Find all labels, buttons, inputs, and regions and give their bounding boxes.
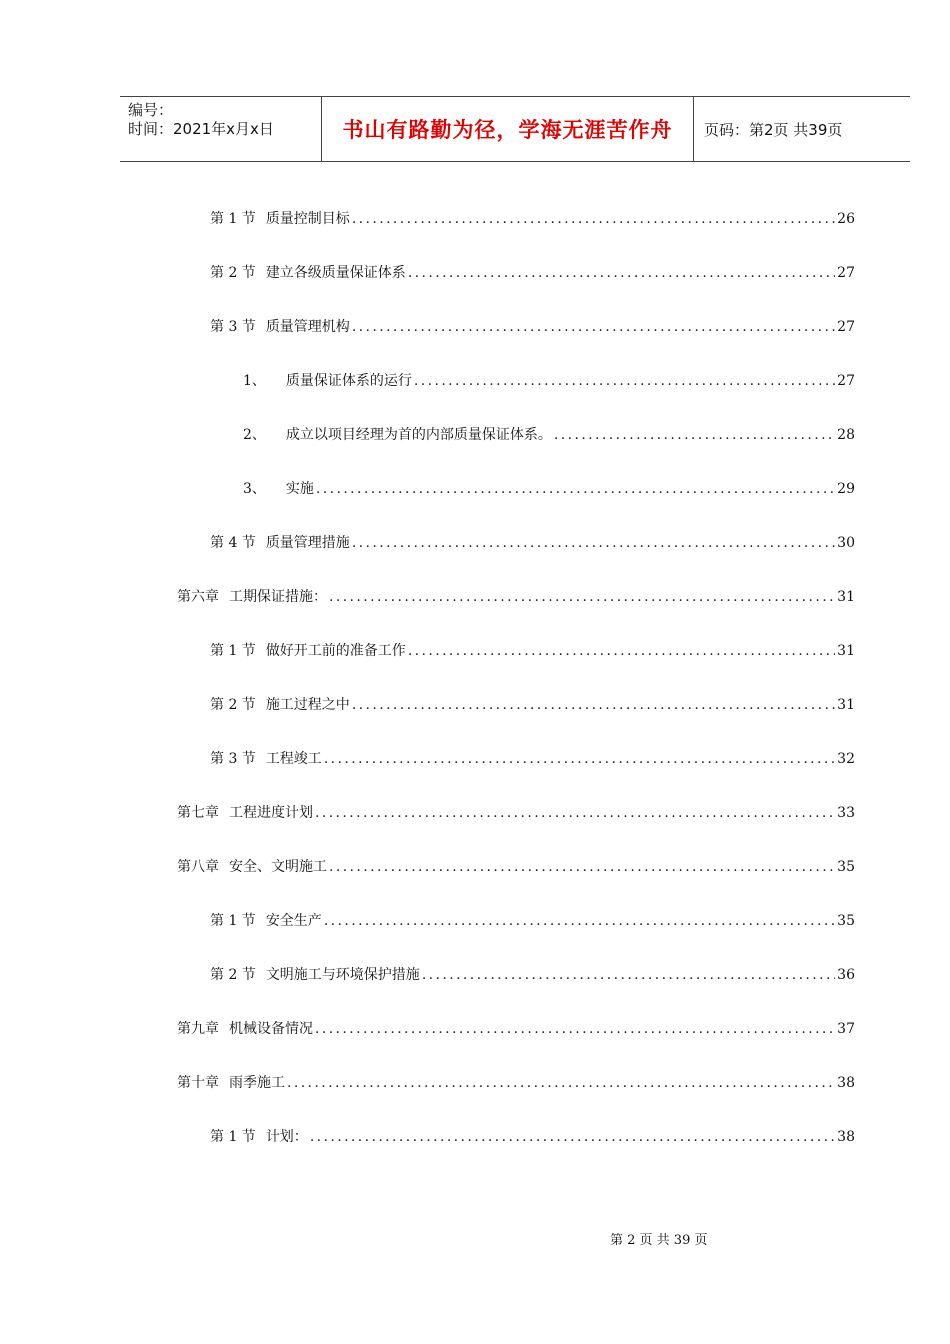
toc-entry-number: 第 1 节: [210, 913, 256, 929]
toc-entry[interactable]: [210, 317, 855, 337]
toc-leader-dots: [287, 1073, 835, 1093]
footer-page-number: 第 2 页 共 39 页: [610, 1233, 708, 1248]
toc-entry-page: 32: [837, 751, 855, 767]
toc-leader-dots: [352, 209, 835, 229]
toc-entry[interactable]: [177, 803, 855, 823]
toc-entry-number: 第七章: [177, 805, 219, 821]
toc-entry-page: 28: [837, 427, 855, 443]
toc-entry-title: 计划：: [265, 1129, 308, 1145]
toc-entry[interactable]: [177, 1073, 855, 1093]
toc-entry-page: 31: [837, 643, 855, 659]
toc-entry-title: 质量保证体系的运行: [285, 373, 412, 389]
toc-entry-page: 27: [837, 373, 855, 389]
toc-entry-page: 36: [837, 967, 855, 983]
toc-leader-dots: [329, 587, 835, 607]
toc-leader-dots: [352, 317, 835, 337]
toc-entry-number: 第 1 节: [210, 643, 256, 659]
toc-entry-page: 35: [837, 859, 855, 875]
toc-entry[interactable]: [210, 911, 855, 931]
toc-entry-title: 建立各级质量保证体系: [265, 265, 406, 281]
toc-entry[interactable]: [243, 371, 855, 391]
toc-entry-page: 29: [837, 481, 855, 497]
toc-entry-title: 工期保证措施：: [229, 589, 327, 605]
toc-entry-number: 第 2 节: [210, 697, 256, 713]
toc-entry[interactable]: [210, 695, 855, 715]
toc-leader-dots: [408, 641, 835, 661]
toc-entry-number: 第 1 节: [210, 1129, 256, 1145]
toc-leader-dots: [329, 857, 835, 877]
toc-entry[interactable]: [210, 965, 855, 985]
toc-entry[interactable]: [210, 1127, 855, 1147]
toc-leader-dots: [324, 749, 835, 769]
toc-leader-dots: [310, 1127, 835, 1147]
toc-leader-dots: [414, 371, 835, 391]
toc-entry-number: 第 1 节: [210, 211, 256, 227]
toc-leader-dots: [315, 803, 835, 823]
toc-entry[interactable]: [210, 209, 855, 229]
toc-entry-number: 第六章: [177, 589, 219, 605]
toc-leader-dots: [352, 533, 835, 553]
toc-entry-title: 实施: [285, 481, 314, 497]
toc-entry-number: 第 2 节: [210, 967, 256, 983]
toc-entry-page: 37: [837, 1021, 855, 1037]
toc-entry-title: 成立以项目经理为首的内部质量保证体系。: [285, 427, 552, 443]
toc-entry-number: 第 3 节: [210, 751, 256, 767]
toc-entry-number: 第十章: [177, 1075, 219, 1091]
toc-entry[interactable]: [243, 479, 855, 499]
toc-entry-page: 26: [837, 211, 855, 227]
toc-entry-number: 第八章: [177, 859, 219, 875]
toc-entry-page: 31: [837, 589, 855, 605]
toc-entry-title: 机械设备情况: [229, 1021, 313, 1037]
toc-leader-dots: [422, 965, 835, 985]
toc-leader-dots: [324, 911, 835, 931]
toc-leader-dots: [316, 479, 835, 499]
document-number-label: 编号：: [128, 101, 174, 119]
toc-entry[interactable]: [210, 533, 855, 553]
toc-entry-title: 安全生产: [265, 913, 322, 929]
toc-entry-number: 第 3 节: [210, 319, 256, 335]
toc-entry-page: 27: [837, 319, 855, 335]
toc-entry[interactable]: [210, 263, 855, 283]
header-motto: 书山有路勤为径，学海无涯苦作舟: [322, 97, 694, 161]
toc-entry[interactable]: [177, 857, 855, 877]
toc-leader-dots: [408, 263, 835, 283]
toc-entry-title: 工程竣工: [265, 751, 322, 767]
toc-entry-page: 38: [837, 1129, 855, 1145]
toc-entry[interactable]: [210, 641, 855, 661]
toc-entry-page: 35: [837, 913, 855, 929]
toc-entry-number: 1、: [243, 373, 266, 389]
toc-entry-number: 第 2 节: [210, 265, 256, 281]
toc-leader-dots: [554, 425, 835, 445]
toc-entry-title: 雨季施工: [229, 1075, 285, 1091]
toc-entry[interactable]: [210, 749, 855, 769]
toc-entry-title: 质量管理措施: [265, 535, 350, 551]
header-page-info: 页码：第2页 共39页: [704, 120, 843, 139]
toc-entry-page: 30: [837, 535, 855, 551]
toc-entry-title: 工程进度计划: [229, 805, 313, 821]
toc-entry-number: 3、: [243, 481, 266, 497]
toc-entry[interactable]: [177, 1019, 855, 1039]
toc-entry-page: 38: [837, 1075, 855, 1091]
toc-entry-page: 27: [837, 265, 855, 281]
toc-leader-dots: [315, 1019, 835, 1039]
toc-entry-number: 第九章: [177, 1021, 219, 1037]
toc-entry-title: 安全、文明施工: [229, 859, 327, 875]
toc-entry-page: 31: [837, 697, 855, 713]
toc-leader-dots: [352, 695, 835, 715]
document-time: 时间：2021年x月x日: [128, 120, 274, 138]
toc-entry-title: 文明施工与环境保护措施: [265, 967, 420, 983]
toc-entry[interactable]: [243, 425, 855, 445]
toc-entry-title: 质量管理机构: [265, 319, 350, 335]
toc-entry-number: 2、: [243, 427, 266, 443]
toc-entry[interactable]: [177, 587, 855, 607]
toc-entry-title: 做好开工前的准备工作: [265, 643, 406, 659]
toc-entry-title: 施工过程之中: [265, 697, 350, 713]
toc-entry-number: 第 4 节: [210, 535, 256, 551]
toc-entry-page: 33: [837, 805, 855, 821]
toc-entry-title: 质量控制目标: [265, 211, 350, 227]
